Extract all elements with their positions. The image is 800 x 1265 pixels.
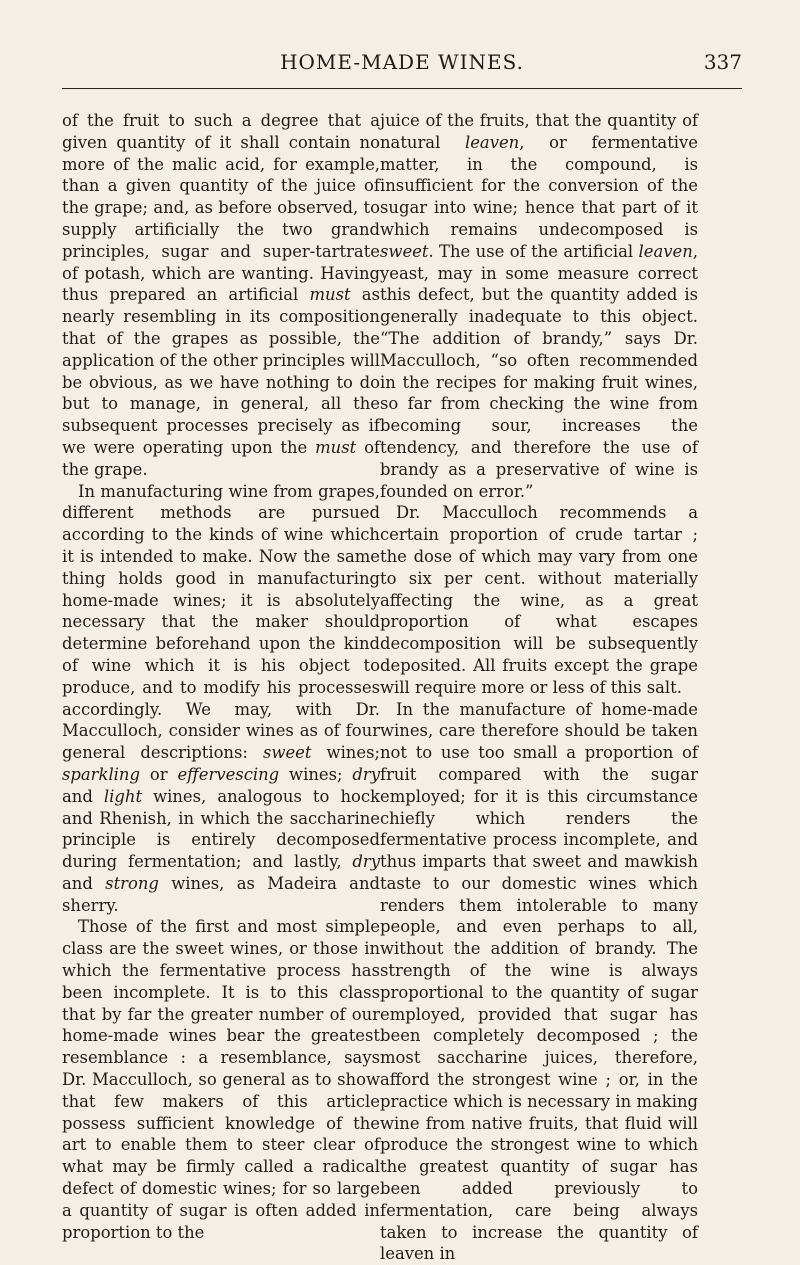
right-paragraph-3: In the manufacture of home-made wines, care therefore should be taken not to use too small a proportion of fruit compared with the sugar employed; for it is this circumstance chiefly which renders the fermentative process incomplete, and thus imparts that sweet and mawkish taste to our domestic wines which renders them intolerable to many people, and even perhaps to all, without the addition of brandy. The strength of the wine is always proportional to the quantity of sugar employed, provided that sugar has been completely decomposed ; the most saccharine juices, therefore, afford the strongest wine ; or, in the practice which is necessary in making wine from native fruits, that fluid will produce the strongest wine to which the greatest quantity of sugar has been added previously to fermentation, care being always taken to increase the quantity of leaven in [380, 699, 698, 1264]
page-header [62, 50, 742, 80]
header-rule [62, 88, 742, 89]
running-head: HOME-MADE WINES. [280, 50, 524, 74]
page-number: 337 [703, 50, 742, 74]
left-column [62, 110, 380, 1243]
left-paragraph-3: Those of the first and most simple class are the sweet wines, or those in which the fermentative process has been incomplete. It is to this class that by far the greater number of our home-made wines bear the greatest resemblance : a resemblance, says Dr. Macculloch, so general as to show that few makers of this article possess sufficient knowledge of the art to enable them to steer clear of what may be firmly called a radical defect of domestic wines; for so large a quantity of sugar is often added in proportion to the [62, 917, 380, 1242]
right-paragraph-2: Dr. Macculloch recommends a certain proportion of crude tartar ; the dose of which may vary from one to six per cent. without materially affecting the wine, as a great proportion of what escapes decomposition will be subsequently deposited. All fruits except the grape will require more or less of this salt. [380, 503, 698, 697]
right-paragraph-1: juice of the fruits, that the quantity of natural leaven, or fermentative matter, in the compound, is insufficient for the conversion of the sugar into wine; hence that part of it which remains undecomposed is sweet. The use of the artificial leaven, yeast, may in some measure correct this defect, but the quantity added is generally inadequate to this object. “The addition of brandy,” says Dr. Macculloch, “so often recommended in the recipes for making fruit wines, so far from checking the wine from becoming sour, increases the tendency, and therefore the use of brandy as a preservative of wine is founded on error.” [380, 111, 698, 501]
left-paragraph-1: of the fruit to such a degree that a given quantity of it shall contain no more of the malic acid, for example, than a given quantity of the juice of the grape; and, as before observed, to supply artificially the two grand principles, sugar and super-tartrate of potash, which are wanting. Having thus prepared an artificial must as nearly resembling in its composition that of the grapes as possible, the application of the other principles will be obvious, as we have nothing to do but to manage, in general, all the subsequent processes precisely as if we were operating upon the must of the grape. [62, 111, 381, 479]
left-paragraph-2: In manufacturing wine from grapes, different methods are pursued according to the kinds of wine which it is intended to make. Now the same thing holds good in manufacturing home-made wines; it is absolutely necessary that the maker should determine beforehand upon the kind of wine which it is his object to produce, and to modify his processes accordingly. We may, with Dr. Macculloch, consider wines as of four general descriptions: sweet wines; sparkling or effervescing wines; dry and light wines, analogous to hock and Rhenish, in which the saccharine principle is entirely decomposed during fermentation; and lastly, dry and strong wines, as Madeira and sherry. [62, 481, 381, 915]
right-column [380, 110, 698, 1265]
